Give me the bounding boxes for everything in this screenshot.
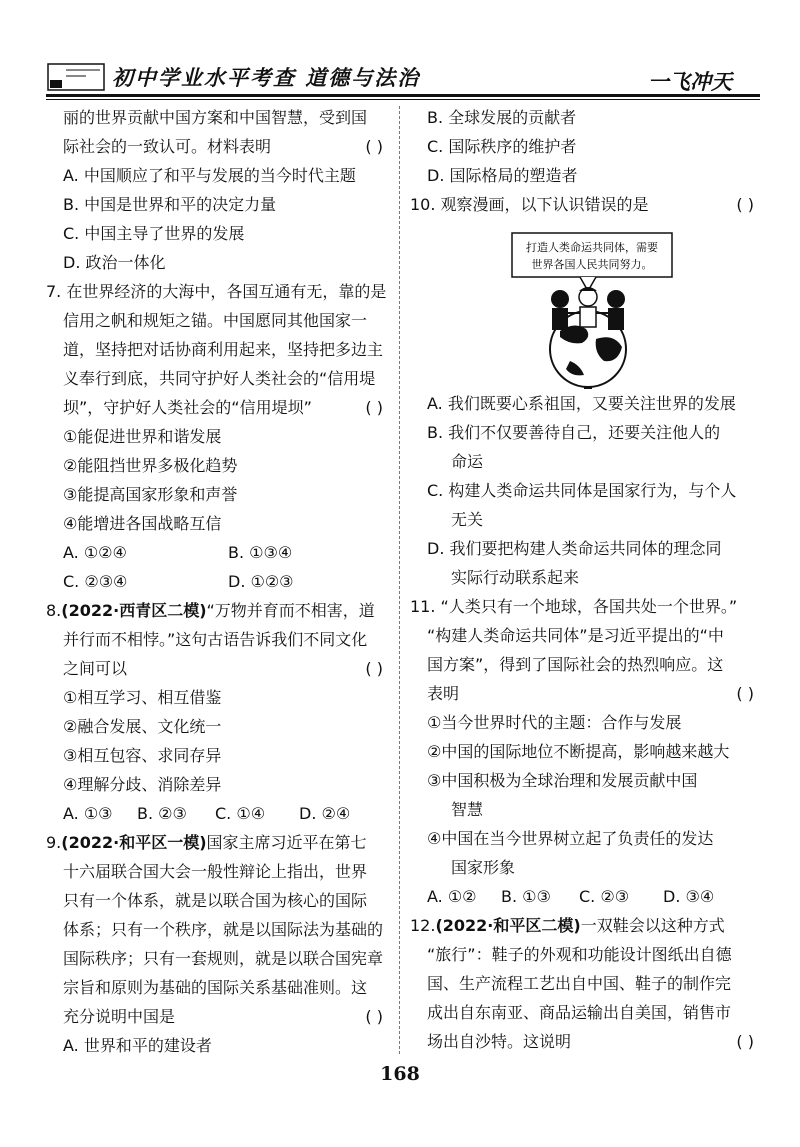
source-tag: (2022·和平区一模) (61, 833, 207, 852)
text-line: 十六届联合国大会一般性辩论上指出，世界 (63, 862, 368, 881)
option-b: B. 中国是世界和平的决定力量 (63, 195, 277, 214)
text-line: 场出自沙特。这说明 ( ) (410, 1027, 760, 1056)
question-8-stem: 8.(2022·西青区二模)“万物并育而不相害，道 (46, 601, 375, 620)
text-line: 坝”，守护好人类社会的“信用堤坝” ( ) (46, 393, 389, 422)
option-d: D. 我们要把构建人类命运共同体的理念同 (427, 539, 722, 558)
options-row (46, 799, 389, 828)
option-c: C. ①④ (215, 804, 266, 823)
statement-4: ④理解分歧、消除差异 (63, 775, 222, 794)
answer-bracket: ( ) (365, 398, 383, 417)
text-line: 体系；只有一个秩序，就是以国际法为基础的 (63, 920, 384, 939)
option-b: B. ①③ (501, 887, 551, 906)
left-column (46, 103, 389, 1060)
text-line: 表明 ( ) (410, 679, 760, 708)
text-line: 国际秩序；只有一套规则，就是以联合国宪章 (63, 949, 384, 968)
answer-bracket: ( ) (736, 195, 754, 214)
option-a: A. ①② (427, 887, 477, 906)
option-a: A. 世界和平的建设者 (63, 1036, 212, 1055)
option-a: A. 我们既要心系祖国，又要关注世界的发展 (427, 394, 736, 413)
book-title: 初中学业水平考查 道德与法治 (112, 65, 421, 90)
answer-bracket: ( ) (736, 1032, 754, 1051)
option-b: B. 全球发展的贡献者 (427, 108, 577, 127)
source-tag: (2022·西青区二模) (61, 601, 207, 620)
people-figures (551, 287, 625, 330)
source-tag: (2022·和平区二模) (435, 916, 581, 935)
option-a: A. ①③ (63, 804, 113, 823)
option-b: B. ②③ (137, 804, 187, 823)
text-line: 并行而不相悖。”这句古语告诉我们不同文化 (63, 630, 368, 649)
option-d: D. ②④ (299, 804, 351, 823)
text-line: 信用之帆和规矩之锚。中国愿同其他国家一 (63, 311, 368, 330)
text-line: “构建人类命运共同体”是习近平提出的“中 (427, 626, 724, 645)
option-c: C. ②③④ (63, 572, 128, 591)
statement-2: ②中国的国际地位不断提高，影响越来越大 (427, 742, 730, 761)
statement-2: ②融合发展、文化统一 (63, 717, 222, 736)
header-rule (46, 94, 760, 97)
text-line: 智慧 (451, 800, 484, 819)
option-c: C. 构建人类命运共同体是国家行为，与个人 (427, 481, 737, 500)
text-line: 成出自东南亚、商品运输出自美国，销售市 (427, 1003, 732, 1022)
question-7-stem: 7. 在世界经济的大海中，各国互通有无，靠的是 (46, 282, 387, 301)
statement-1: ①相互学习、相互借鉴 (63, 688, 222, 707)
option-c: C. 中国主导了世界的发展 (63, 224, 245, 243)
speech-line-2: 世界各国人民共同努力。 (531, 258, 653, 271)
options-row (410, 882, 760, 911)
question-11-stem: 11. “人类只有一个地球，各国共处一个世界。” (410, 597, 738, 616)
text-line: 国家形象 (451, 858, 516, 877)
option-a: A. ①②④ (63, 543, 127, 562)
text-line: 充分说明中国是 ( ) (46, 1002, 389, 1031)
answer-bracket: ( ) (365, 1007, 383, 1026)
text-line: 国方案”，得到了国际社会的热烈响应。这 (427, 655, 724, 674)
brand-mark: 一飞冲天 (648, 70, 732, 94)
text-line: 实际行动联系起来 (451, 568, 580, 587)
statement-4: ④能增进各国战略互信 (63, 514, 222, 533)
option-d: D. 国际格局的塑造者 (427, 166, 578, 185)
statement-1: ①当今世界时代的主题：合作与发展 (427, 713, 682, 732)
text-line: 无关 (451, 510, 484, 529)
options-row (46, 538, 389, 567)
option-b: B. ①③④ (228, 543, 293, 562)
speech-line-1: 打造人类命运共同体，需要 (526, 241, 658, 254)
column-divider (399, 106, 400, 1054)
option-d: D. ③④ (663, 887, 715, 906)
question-12-stem: 12.(2022·和平区二模)一双鞋会以这种方式 (410, 916, 725, 935)
option-b: B. 我们不仅要善待自己，还要关注他人的 (427, 423, 721, 442)
options-row (46, 567, 389, 596)
question-9-stem: 9.(2022·和平区一模)国家主席习近平在第七 (46, 833, 367, 852)
page-header (0, 0, 800, 98)
option-c: C. 国际秩序的维护者 (427, 137, 577, 156)
right-column (410, 103, 760, 1056)
text-line: 之间可以 ( ) (46, 654, 389, 683)
cartoon-illustration (410, 219, 760, 389)
option-a: A. 中国顺应了和平与发展的当今时代主题 (63, 166, 356, 185)
cartoon-drawing (410, 219, 760, 389)
statement-3: ③中国积极为全球治理和发展贡献中国 (427, 771, 698, 790)
header-rule-thin (46, 99, 760, 100)
text-line: 只有一个体系，就是以联合国为核心的国际 (63, 891, 368, 910)
series-logo-icon (46, 62, 106, 92)
statement-3: ③相互包容、求同存异 (63, 746, 222, 765)
text-line: “旅行”：鞋子的外观和功能设计图纸出自德 (427, 945, 732, 964)
text-line: 命运 (451, 452, 484, 471)
statement-4: ④中国在当今世界树立起了负责任的发达 (427, 829, 714, 848)
text-line: 际社会的一致认可。材料表明 ( ) (46, 132, 389, 161)
text-line: 义奉行到底，共同守护好人类社会的“信用堤 (63, 369, 376, 388)
text-line: 宗旨和原则为基础的国际关系基础准则。这 (63, 978, 368, 997)
page-number: 168 (380, 1063, 420, 1085)
option-c: C. ②③ (579, 887, 630, 906)
question-10-stem: 10. 观察漫画，以下认识错误的是 ( ) (410, 190, 760, 219)
answer-bracket: ( ) (365, 137, 383, 156)
text-line: 道，坚持把对话协商利用起来，坚持把多边主 (63, 340, 384, 359)
statement-3: ③能提高国家形象和声誉 (63, 485, 238, 504)
text-line: 国、生产流程工艺出自中国、鞋子的制作完 (427, 974, 732, 993)
answer-bracket: ( ) (736, 684, 754, 703)
statement-2: ②能阻挡世界多极化趋势 (63, 456, 238, 475)
text-line: 丽的世界贡献中国方案和中国智慧，受到国 (63, 108, 368, 127)
option-d: D. ①②③ (228, 572, 294, 591)
option-d: D. 政治一体化 (63, 253, 166, 272)
statement-1: ①能促进世界和谐发展 (63, 427, 222, 446)
answer-bracket: ( ) (365, 659, 383, 678)
